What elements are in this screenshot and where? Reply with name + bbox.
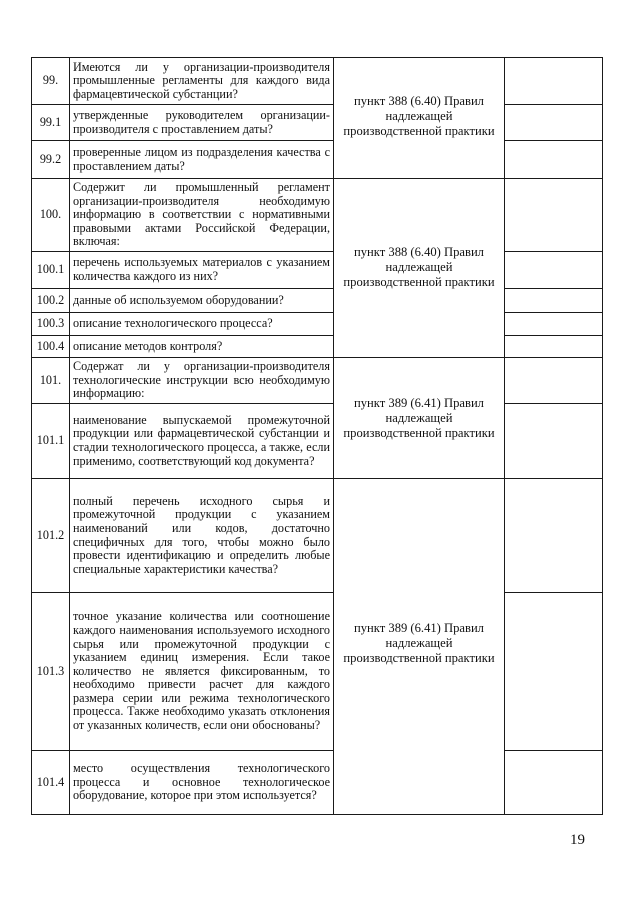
table-row xyxy=(32,313,603,336)
question-text: полный перечень исходного сырья и промежуточной продукции с указанием наименований или кодов, достаточно специфичных для того, чтобы можно было провести идентификацию и определить любые специальные характеристики качества? xyxy=(70,479,334,593)
table-row xyxy=(32,252,603,289)
question-text: описание технологического процесса? xyxy=(70,313,334,336)
row-number: 100.1 xyxy=(32,252,70,289)
question-text: точное указание количества или соотношение каждого наименования используемого исходного сырья или промежуточной продукции с указанием единиц измерения. Если такое количество не является фиксированным, то необходимо привести расчет для каждого размера серии или режима технологического процесса. Также необходимо указать отклонения от указанных количеств, если они обоснованы? xyxy=(70,593,334,751)
row-number: 99. xyxy=(32,58,70,105)
answer-cell[interactable] xyxy=(505,593,603,751)
answer-cell[interactable] xyxy=(505,58,603,105)
question-text: утвержденные руководителем организации-производителя с проставлением даты? xyxy=(70,105,334,141)
row-number: 100. xyxy=(32,179,70,252)
reference-cell: пункт 388 (6.40) Правил надлежащей производственной практики xyxy=(334,58,505,179)
row-number: 100.4 xyxy=(32,336,70,358)
table-row xyxy=(32,58,603,105)
table-row xyxy=(32,358,603,404)
answer-cell[interactable] xyxy=(505,105,603,141)
row-number: 100.2 xyxy=(32,289,70,313)
row-number: 101. xyxy=(32,358,70,404)
row-number: 101.3 xyxy=(32,593,70,751)
answer-cell[interactable] xyxy=(505,252,603,289)
row-number: 100.3 xyxy=(32,313,70,336)
question-text: описание методов контроля? xyxy=(70,336,334,358)
table-row xyxy=(32,289,603,313)
question-text: Содержит ли промышленный регламент организации-производителя необходимую информацию в соответствии с нормативными правовыми актами Российской Федерации, включая: xyxy=(70,179,334,252)
answer-cell[interactable] xyxy=(505,479,603,593)
table-row xyxy=(32,593,603,751)
question-text: наименование выпускаемой промежуточной продукции или фармацевтической субстанции и стадии технологического процесса, а также, если применимо, соответствующий код документа? xyxy=(70,404,334,479)
reference-cell: пункт 389 (6.41) Правил надлежащей производственной практики xyxy=(334,358,505,479)
answer-cell[interactable] xyxy=(505,358,603,404)
reference-cell: пункт 388 (6.40) Правил надлежащей производственной практики xyxy=(334,179,505,358)
question-text: Содержат ли у организации-производителя технологические инструкции всю необходимую информацию: xyxy=(70,358,334,404)
question-text: проверенные лицом из подразделения качества с проставлением даты? xyxy=(70,141,334,179)
question-text: данные об используемом оборудовании? xyxy=(70,289,334,313)
table-row xyxy=(32,751,603,815)
row-number: 99.2 xyxy=(32,141,70,179)
answer-cell[interactable] xyxy=(505,751,603,815)
table-row xyxy=(32,179,603,252)
table-row xyxy=(32,479,603,593)
table-row xyxy=(32,336,603,358)
question-text: перечень используемых материалов с указанием количества каждого из них? xyxy=(70,252,334,289)
row-number: 101.1 xyxy=(32,404,70,479)
answer-cell[interactable] xyxy=(505,289,603,313)
page-number: 19 xyxy=(570,832,585,848)
table-row xyxy=(32,404,603,479)
answer-cell[interactable] xyxy=(505,404,603,479)
answer-cell[interactable] xyxy=(505,336,603,358)
question-text: место осуществления технологического процесса и основное технологическое оборудование, которое при этом используется? xyxy=(70,751,334,815)
answer-cell[interactable] xyxy=(505,179,603,252)
row-number: 101.4 xyxy=(32,751,70,815)
table-row xyxy=(32,105,603,141)
row-number: 99.1 xyxy=(32,105,70,141)
question-text: Имеются ли у организации-производителя промышленные регламенты для каждого вида фармацевтической субстанции? xyxy=(70,58,334,105)
reference-cell: пункт 389 (6.41) Правил надлежащей производственной практики xyxy=(334,479,505,815)
checklist-table xyxy=(31,57,603,815)
row-number: 101.2 xyxy=(32,479,70,593)
answer-cell[interactable] xyxy=(505,141,603,179)
table-row xyxy=(32,141,603,179)
answer-cell[interactable] xyxy=(505,313,603,336)
